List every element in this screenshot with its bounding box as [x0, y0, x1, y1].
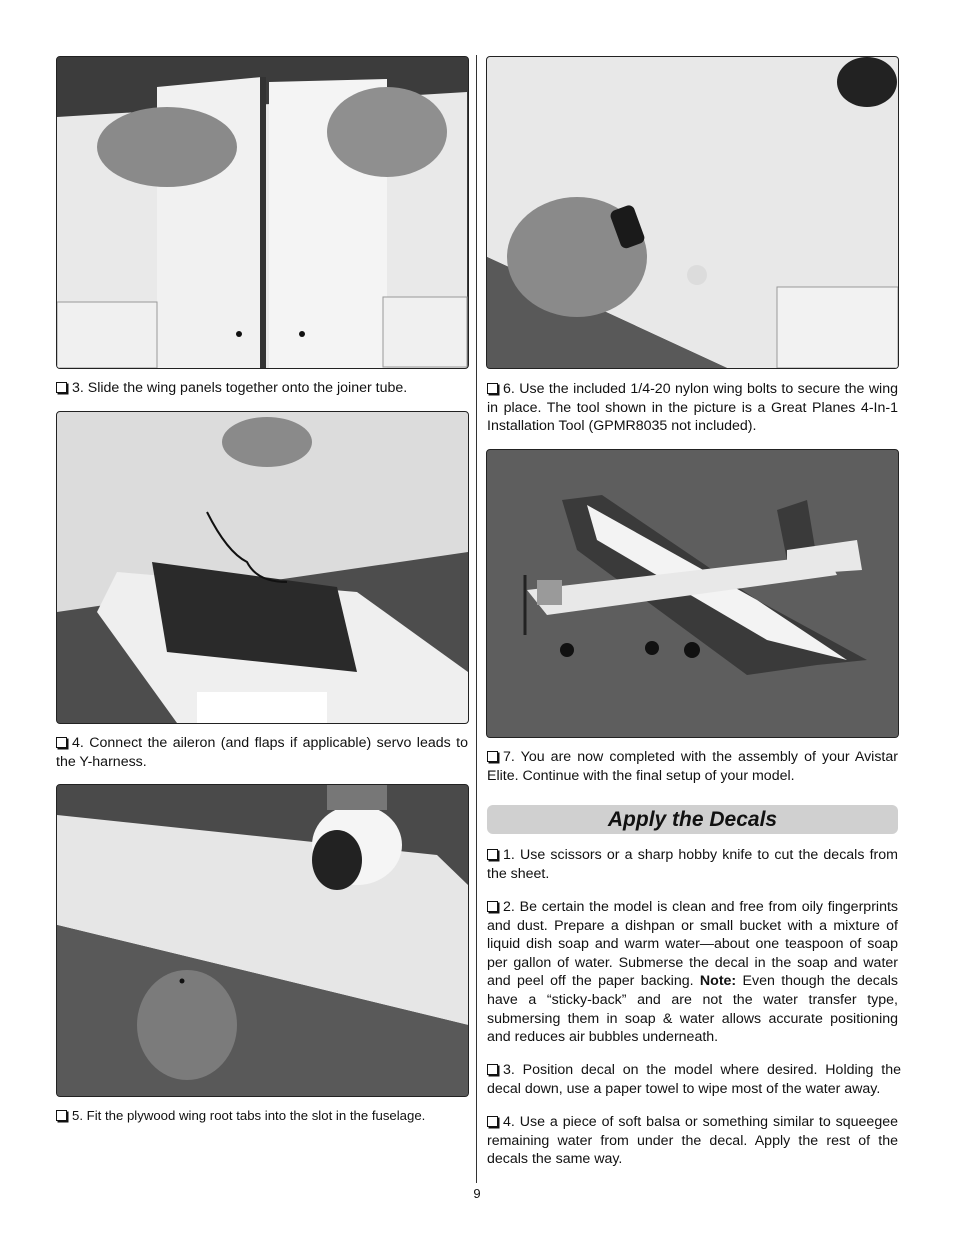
step-3-text: 3. Slide the wing panels together onto the joiner tube. — [72, 380, 408, 396]
checkbox-decal-step-1[interactable] — [487, 849, 498, 860]
section-heading-bar — [487, 805, 898, 834]
photo-wing-root — [56, 784, 469, 1097]
step-5 — [56, 1107, 474, 1126]
checkbox-step-7[interactable] — [487, 751, 498, 762]
photo-servo-leads — [56, 411, 469, 724]
step-4 — [56, 734, 468, 771]
step-5-text: 5. Fit the plywood wing root tabs into the slot in the fuselage. — [72, 1108, 426, 1123]
page-number: 9 — [473, 1186, 481, 1201]
decal-step-1-text: 1. Use scissors or a sharp hobby knife to cut the decals from the sheet. — [487, 847, 898, 882]
decal-step-3-text: 3. Position decal on the model where desired. Holding the decal down, use a paper towel to wipe most of the water away. — [487, 1062, 901, 1097]
decal-step-4 — [487, 1113, 898, 1169]
step-7-text: 7. You are now completed with the assembly of your Avistar Elite. Continue with the final setup of your model. — [487, 749, 898, 784]
checkbox-step-5[interactable] — [56, 1110, 67, 1121]
column-divider — [476, 55, 477, 1183]
checkbox-step-6[interactable] — [487, 383, 498, 394]
step-4-text: 4. Connect the aileron (and flaps if applicable) servo leads to the Y-harness. — [56, 735, 468, 770]
section-heading: Apply the Decals — [607, 808, 778, 831]
decal-step-2 — [487, 898, 898, 1047]
step-6-text: 6. Use the included 1/4-20 nylon wing bolts to secure the wing in place. The tool shown in the picture is a Great Planes 4-In-1 Installation Tool (GPMR8035 not included). — [487, 381, 898, 435]
checkbox-step-3[interactable] — [56, 382, 67, 393]
photo-wing-panels — [56, 56, 469, 369]
decal-step-3 — [487, 1061, 901, 1098]
step-7 — [487, 748, 898, 785]
decal-step-2-note-text: Even though the decals have a “sticky-back” and are not the water transfer type, submersing them in soap & water allows accurate positioning and reduces air bubbles underneath. — [487, 973, 898, 1046]
checkbox-decal-step-4[interactable] — [487, 1116, 498, 1127]
checkbox-step-4[interactable] — [56, 737, 67, 748]
step-6 — [487, 380, 898, 436]
photo-wing-bolts — [486, 56, 899, 369]
checkbox-decal-step-2[interactable] — [487, 901, 498, 912]
decal-step-2-text: 2. Be certain the model is clean and free from oily fingerprints and dust. Prepare a dishpan or small bucket with a mixture of liquid dish soap and warm water—about one teaspoon of soap per gallon of water. Submerse the decal in the soap and water and peel off the paper backing. — [487, 899, 898, 990]
photo-completed-airplane — [486, 449, 899, 738]
decal-step-1 — [487, 846, 898, 883]
decal-step-4-text: 4. Use a piece of soft balsa or something similar to squeegee remaining water from under the decal. Apply the rest of the decals the same way. — [487, 1114, 898, 1168]
decal-step-2-note-label: Note: — [699, 973, 737, 990]
checkbox-decal-step-3[interactable] — [487, 1064, 498, 1075]
step-3 — [56, 379, 468, 398]
